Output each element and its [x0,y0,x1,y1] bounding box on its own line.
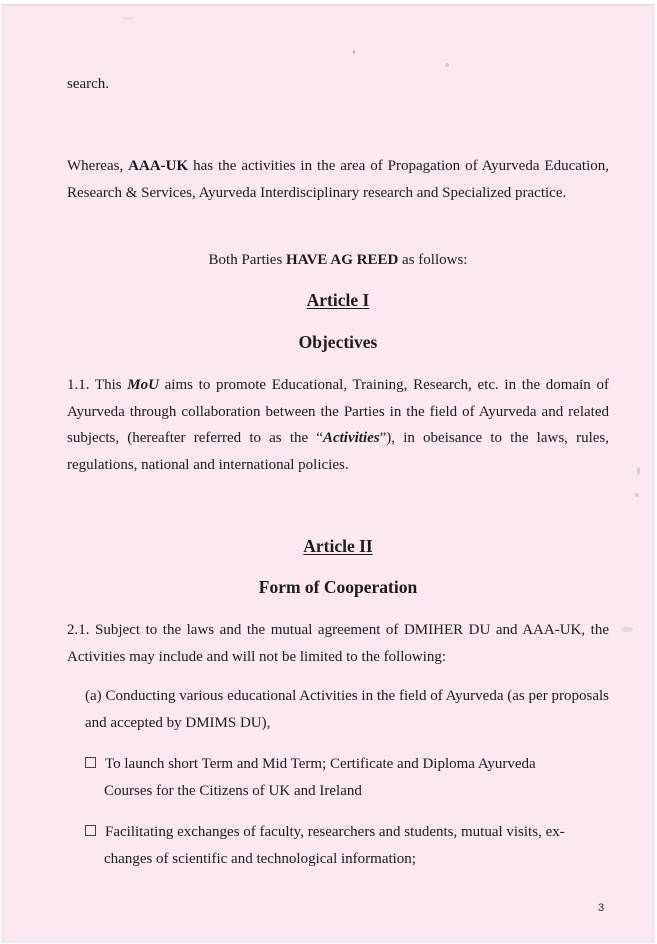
activities-term: Activities [322,430,380,446]
checkbox-glyph-icon [85,757,96,768]
bullet-2-line-2: changes of scientific and technological information; [104,850,416,867]
scan-speck [353,50,355,54]
scan-speck [635,493,639,497]
article-1-paragraph [67,372,609,478]
article-2-paragraph: 2.1. Subject to the laws and the mutual agreement of DMIHER DU and AAA-UK, the Activities may include and will not be limited to the following: [67,622,609,665]
article-2-title [67,533,609,559]
bullet-1-line-2: Courses for the Citizens of UK and Ireland [104,782,362,799]
article-2-subtitle: Form of Cooperation [258,577,418,597]
text-line-search: search. [67,76,110,92]
scan-speck [621,627,633,632]
whereas-prefix: Whereas, [67,158,129,174]
mou-term: MoU [127,377,159,393]
para-1-1-part: 1.1. This [67,377,128,393]
checkbox-glyph-icon [85,825,96,836]
para-1-1-part: ”), in obeisance to the laws, rules, regulations, national and international policies. [67,430,609,473]
agreement-statement [67,247,609,273]
agreement-prefix: Both Parties [208,252,287,268]
list-item-a: (a) Conducting various educational Activities in the field of Ayurveda (as per proposals and accepted by DMIMS DU), [85,688,609,731]
article-1-subtitle: Objectives [298,332,378,352]
article-1-title [67,287,609,313]
scan-speck [637,467,640,475]
whereas-party-name: AAA-UK [128,158,189,174]
list-item-bullet-1 [85,751,609,804]
agreement-bold: HAVE AG REED [286,252,399,268]
article-2-title-text: Article II [303,536,373,556]
document-page [1,4,655,943]
bullet-1-line-1: To launch short Term and Mid Term; Certificate and Diploma Ayurveda [105,756,536,772]
list-item-bullet-2 [85,819,609,872]
bullet-2-line-1: Facilitating exchanges of faculty, researchers and students, mutual visits, ex- [105,824,565,840]
scan-speck [445,63,449,67]
whereas-body: has the activities in the area of Propagation of Ayurveda Education, Research & Services, Ayurveda Interdisciplinary research and Specialized practice. [67,158,609,201]
whereas-paragraph [67,153,609,206]
page-number: 3 [598,902,605,914]
scan-speck [122,17,134,20]
para-1-1-part: aims to promote Educational, Training, Research, etc. in the domain of Ayurveda through collaboration between the Parties in the field of Ayurveda and related subjects, (hereafter referred to as the “ [67,377,609,446]
article-1-title-text: Article I [306,290,370,310]
agreement-suffix: as follows: [398,252,468,268]
